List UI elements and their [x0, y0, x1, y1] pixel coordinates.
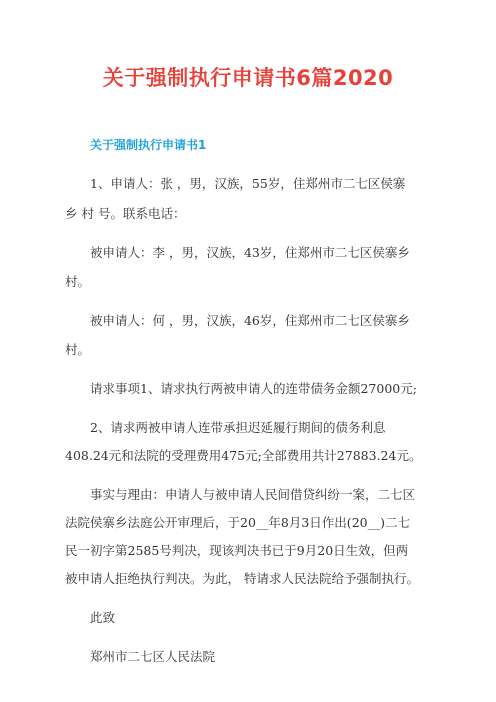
section-title: 关于强制执行申请书1	[90, 138, 207, 152]
paragraph-line: 事实与理由：申请人与被申请人民间借贷纠纷一案，二七区	[90, 487, 416, 502]
paragraph-line: 村。	[65, 274, 91, 289]
paragraph-line: 法院侯寨乡法庭公开审理后，于20__年8月3日作出(20__)二七	[65, 515, 410, 530]
paragraph-line: 民一初字第2585号判决，现该判决书已于9月20日生效，但两	[65, 543, 409, 558]
paragraph-line: 2、请求两被申请人连带承担迟延履行期间的债务利息	[90, 420, 386, 435]
paragraph-line: 请求事项1、请求执行两被申请人的连带债务金额27000元;	[90, 381, 417, 396]
closing-salutation: 此致	[90, 610, 116, 625]
paragraph-line: 被申请人：何 ，男，汉族，46岁，住郑州市二七区侯寨乡	[90, 313, 410, 328]
paragraph-line: 408.24元和法院的受理费用475元;全部费用共计27883.24元。	[65, 448, 422, 463]
paragraph-line: 被申请人：李 ，男，汉族，43岁，住郑州市二七区侯寨乡	[90, 245, 410, 260]
paragraph-line: 1、申请人：张 ，男，汉族，55岁，住郑州市二七区侯寨	[90, 176, 406, 191]
paragraph-line: 乡 村 号。联系电话：	[65, 206, 186, 221]
paragraph-line: 被申请人拒绝执行判决。为此， 特请求人民法院给予强制执行。	[65, 571, 419, 586]
document-title: 关于强制执行申请书6篇2020	[102, 66, 394, 90]
recipient-court: 郑州市二七区人民法院	[90, 649, 216, 664]
paragraph-line: 村。	[65, 342, 91, 357]
